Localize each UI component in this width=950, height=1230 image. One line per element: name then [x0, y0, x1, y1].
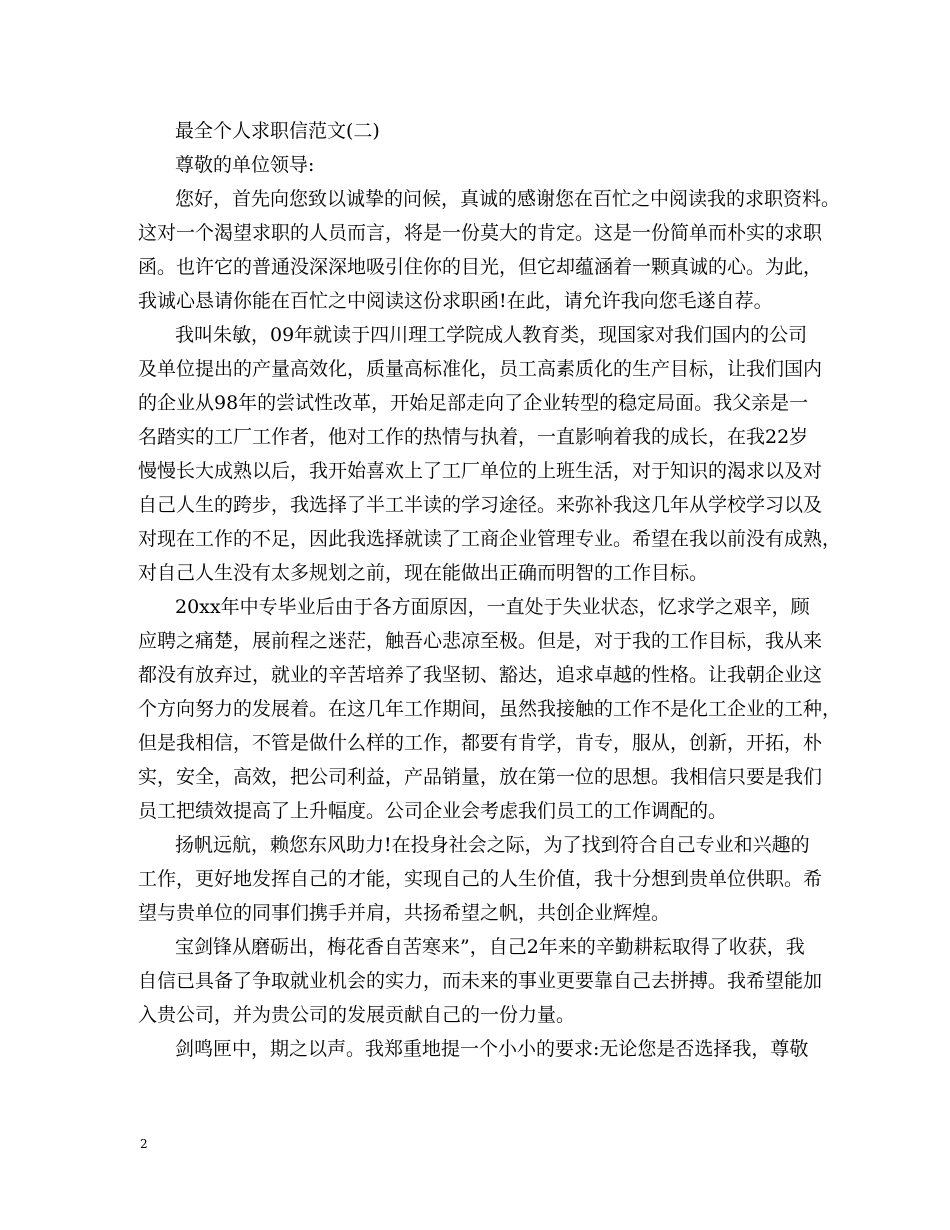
text-line: 函。也许它的普通没深深地吸引住你的目光，但它却蕴涵着一颗真诚的心。为此，: [138, 256, 823, 278]
letter-paragraphs: [138, 182, 842, 1066]
text-line: 宝剑锋从磨砺出，梅花香自苦寒来”，自己2年来的辛勤耕耘取得了收获，我: [175, 936, 805, 958]
text-line: 应聘之痛楚，展前程之迷茫，触吾心悲凉至极。但是，对于我的工作目标，我从来: [138, 630, 823, 652]
text-line: 实，安全，高效，把公司利益，产品销量，放在第一位的思想。我相信只要是我们: [138, 766, 823, 788]
text-line: 的企业从98年的尝试性改革，开始足部走向了企业转型的稳定局面。我父亲是一: [138, 392, 809, 414]
document-title: 最全个人求职信范文(二): [175, 120, 380, 142]
text-line: 慢慢长大成熟以后，我开始喜欢上了工厂单位的上班生活，对于知识的渴求以及对: [138, 460, 823, 482]
text-line: 我诚心恳请你能在百忙之中阅读这份求职函!在此，请允许我向您毛遂自荐。: [138, 290, 773, 312]
text-line: 员工把绩效提高了上升幅度。公司企业会考虑我们员工的工作调配的。: [138, 800, 728, 822]
text-line: 但是我相信，不管是做什么样的工作，都要有肯学，肯专，服从，创新，开拓，朴: [138, 732, 823, 754]
text-line: 这对一个渴望求职的人员而言，将是一份莫大的肯定。这是一份简单而朴实的求职: [138, 222, 823, 244]
letter-body: [138, 114, 842, 1066]
text-line: 名踏实的工厂工作者，他对工作的热情与执着，一直影响着我的成长，在我22岁: [138, 426, 809, 448]
text-line: 剑鸣匣中，期之以声。我郑重地提一个小小的要求:无论您是否选择我，尊敬: [175, 1038, 809, 1060]
text-line: 扬帆远航，赖您东风助力!在投身社会之际，为了找到符合自己专业和兴趣的: [175, 834, 810, 856]
salutation: 尊敬的单位领导:: [175, 154, 315, 176]
text-line: 都没有放弃过，就业的辛苦培养了我坚韧、豁达，追求卓越的性格。让我朝企业这: [138, 664, 823, 686]
text-line: 20xx年中专毕业后由于各方面原因，一直处于失业状态，忆求学之艰辛，顾: [175, 596, 810, 618]
page-number: 2: [140, 1137, 148, 1151]
text-line: 对自己人生没有太多规划之前，现在能做出正确而明智的工作目标。: [138, 562, 709, 584]
text-line: 自信已具备了争取就业机会的实力，而未来的事业更要靠自己去拼搏。我希望能加: [138, 970, 823, 992]
text-line: 自己人生的跨步，我选择了半工半读的学习途径。来弥补我这几年从学校学习以及: [138, 494, 823, 516]
text-line: 及单位提出的产量高效化，质量高标准化，员工高素质化的生产目标，让我们国内: [138, 358, 823, 380]
text-line: 入贵公司，并为贵公司的发展贡献自己的一份力量。: [138, 1004, 576, 1026]
text-line: 个方向努力的发展着。在这几年工作期间，虽然我接触的工作不是化工企业的工种，: [138, 698, 842, 720]
text-line: 望与贵单位的同事们携手并肩，共扬希望之帆，共创企业辉煌。: [138, 902, 671, 924]
text-line: 您好，首先向您致以诚挚的问候，真诚的感谢您在百忙之中阅读我的求职资料。: [175, 188, 841, 210]
text-line: 我叫朱敏，09年就读于四川理工学院成人教育类，现国家对我们国内的公司: [175, 324, 808, 346]
text-line: 工作，更好地发挥自己的才能，实现自己的人生价值，我十分想到贵单位供职。希: [138, 868, 823, 890]
text-line: 对现在工作的不足，因此我选择就读了工商企业管理专业。希望在我以前没有成熟，: [138, 528, 842, 550]
